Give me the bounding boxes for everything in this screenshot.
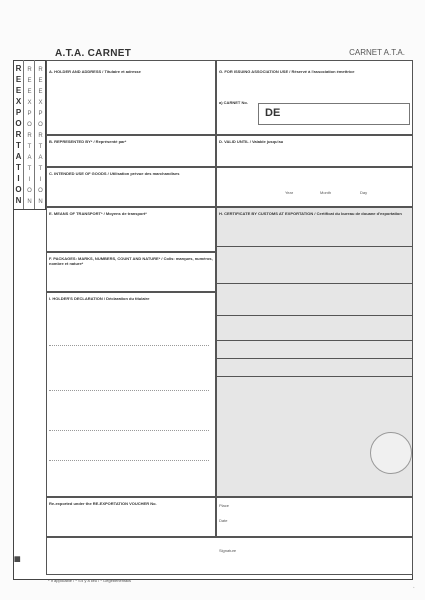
side-letter: R bbox=[27, 67, 32, 73]
side-letter: E bbox=[27, 89, 32, 95]
transport-label: E. MEANS OF TRANSPORT* / Moyens de transport* bbox=[49, 211, 147, 216]
holder-declaration-label: I. HOLDER'S DECLARATION / Déclaration du titulaire bbox=[49, 296, 150, 301]
side-letter: T bbox=[16, 163, 21, 172]
day-col-label: Day bbox=[360, 190, 368, 195]
divider bbox=[216, 376, 413, 377]
side-col-en bbox=[13, 60, 24, 209]
place-date-box[interactable] bbox=[216, 497, 413, 537]
month-col-label: Month bbox=[320, 190, 332, 195]
document-title: A.T.A. CARNET bbox=[55, 48, 132, 59]
side-letter: R bbox=[15, 64, 22, 73]
side-letter: E bbox=[15, 75, 22, 84]
carnet-number-value: DE bbox=[265, 107, 281, 119]
watermark: · bbox=[409, 582, 418, 592]
side-letter: I bbox=[17, 174, 20, 183]
document-title-fr: CARNET A.T.A. bbox=[349, 48, 405, 57]
divider bbox=[216, 246, 413, 247]
side-letter: R bbox=[27, 133, 32, 139]
side-letter: T bbox=[38, 166, 43, 172]
side-letter: N bbox=[27, 199, 32, 205]
holder-declaration-box[interactable] bbox=[46, 292, 216, 497]
dotted-line bbox=[49, 460, 209, 461]
side-letter: I bbox=[28, 177, 31, 183]
side-letter: I bbox=[39, 177, 42, 183]
side-letter: O bbox=[15, 185, 22, 194]
side-col-fr bbox=[24, 60, 35, 209]
footnote: * If applicable / * S'il y a lieu / * Gegebenenfalls bbox=[48, 578, 132, 583]
side-letter: O bbox=[38, 188, 43, 194]
side-letter: T bbox=[16, 141, 21, 150]
side-letter: E bbox=[27, 78, 32, 84]
side-letter: T bbox=[27, 166, 32, 172]
side-letter: E bbox=[38, 78, 43, 84]
publisher-logo: ▦ bbox=[14, 556, 21, 563]
side-letter: N bbox=[38, 199, 43, 205]
side-letter: E bbox=[38, 89, 43, 95]
divider bbox=[216, 340, 413, 341]
side-letter: O bbox=[38, 122, 43, 128]
customs-certificate-label: H. CERTIFICATE BY CUSTOMS AT EXPORTATION / Certificat du bureau de douane d'exportation bbox=[219, 211, 402, 216]
side-letter: R bbox=[15, 130, 22, 139]
side-letter: T bbox=[38, 144, 43, 150]
side-letter: P bbox=[15, 108, 22, 117]
date-label: Date bbox=[219, 518, 228, 523]
validity-date-box bbox=[216, 167, 413, 207]
dotted-line bbox=[49, 390, 209, 391]
representative-label: B. REPRESENTED BY* / Représenté par* bbox=[49, 139, 127, 144]
side-letter: T bbox=[27, 144, 32, 150]
side-letter: O bbox=[27, 188, 32, 194]
issuing-association-label: G. FOR ISSUING ASSOCIATION USE / Réservé à l'association émettrice bbox=[219, 69, 355, 74]
reexport-label: Re-exported under the RE-EXPORTATION VOUCHER No. bbox=[49, 501, 157, 506]
side-letter: E bbox=[15, 86, 22, 95]
carnet-number-field[interactable] bbox=[258, 103, 410, 125]
side-letter: O bbox=[15, 119, 22, 128]
dotted-line bbox=[49, 430, 209, 431]
side-letter: O bbox=[27, 122, 32, 128]
intended-use-label: C. INTENDED USE OF GOODS / Utilisation prévue des marchandises bbox=[49, 171, 180, 176]
holder-label: A. HOLDER AND ADDRESS / Titulaire et adresse bbox=[49, 69, 141, 74]
side-letter: X bbox=[15, 97, 22, 106]
side-letter-strip bbox=[13, 60, 46, 210]
carnet-no-label: a) CARNET No. bbox=[219, 100, 248, 105]
divider bbox=[216, 315, 413, 316]
side-letter: P bbox=[27, 111, 32, 117]
side-col-de bbox=[35, 60, 46, 209]
divider bbox=[216, 358, 413, 359]
side-letter: R bbox=[38, 67, 43, 73]
side-letter: P bbox=[38, 111, 43, 117]
side-letter: R bbox=[38, 133, 43, 139]
packages-label: F. PACKAGES: MARKS, NUMBERS, COUNT AND NATURE* / Colis: marques, numéros, nombre et nature* bbox=[49, 256, 213, 266]
side-letter: A bbox=[38, 155, 43, 161]
side-letter: N bbox=[15, 196, 22, 205]
dotted-line bbox=[49, 345, 209, 346]
side-letter: X bbox=[27, 100, 32, 106]
side-letter: X bbox=[38, 100, 43, 106]
side-letter: A bbox=[27, 155, 32, 161]
divider bbox=[216, 283, 413, 284]
side-letter: A bbox=[15, 152, 22, 161]
signature-box[interactable] bbox=[46, 537, 413, 575]
year-col-label: Year bbox=[285, 190, 294, 195]
signature-label: Signature bbox=[219, 548, 237, 553]
place-label: Place bbox=[219, 503, 230, 508]
valid-until-label: D. VALID UNTIL / Valable jusqu'au bbox=[219, 139, 284, 144]
customs-stamp-circle bbox=[370, 432, 412, 474]
